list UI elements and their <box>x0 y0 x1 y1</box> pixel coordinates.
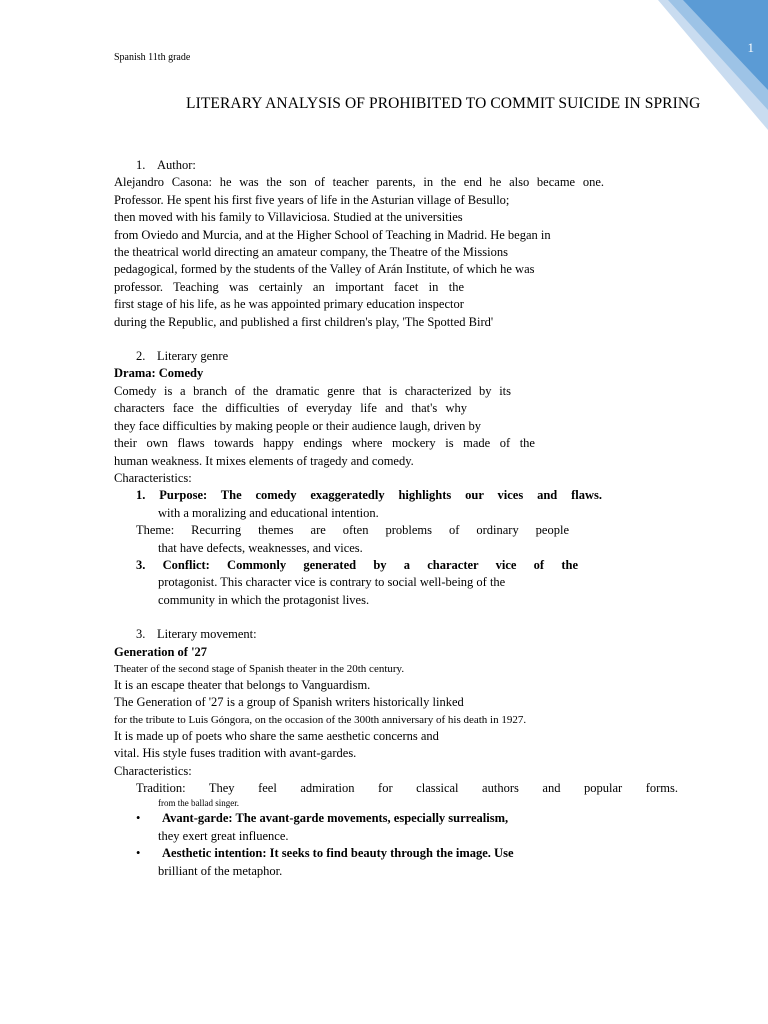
section-heading-movement <box>114 626 604 643</box>
section-title: Author: <box>157 158 196 172</box>
page-number: 1 <box>747 40 754 55</box>
section-title: Literary genre <box>157 349 229 364</box>
bullet-icon: • <box>136 846 141 861</box>
paragraph-line: It is made up of poets who share the same aesthetic concerns and <box>114 728 439 743</box>
section-subheading: Generation of '27 <box>114 644 208 659</box>
section-subheading: Drama: Comedy <box>114 366 204 381</box>
list-item-continuation: from the ballad singer. <box>158 798 239 809</box>
list-item-continuation: protagonist. This character vice is contrary to social well-being of the <box>158 575 506 590</box>
list-item-continuation: that have defects, weaknesses, and vices. <box>158 540 363 555</box>
section-number: 2. <box>136 349 146 364</box>
characteristics-label: Characteristics: <box>114 763 192 778</box>
list-item-continuation: community in which the protagonist lives. <box>158 592 370 607</box>
list-item-purpose: 1. Purpose: The comedy exaggeratedly highlights our vices and flaws. <box>136 488 602 503</box>
paragraph-line: characters face the difficulties of everyday life and that's why <box>114 401 467 416</box>
paragraph-line: from Oviedo and Murcia, and at the Higher School of Teaching in Madrid. He began in <box>114 227 551 242</box>
bullet-item-aesthetic <box>114 845 604 880</box>
section-heading-genre <box>114 348 604 365</box>
characteristics-label: Characteristics: <box>114 470 192 485</box>
bullet-lead: Aesthetic intention: It seeks to find beauty through the image. Use <box>162 846 514 861</box>
section-number: 3. <box>136 627 146 642</box>
bullet-continuation: brilliant of the metaphor. <box>158 863 283 878</box>
bullet-icon: • <box>136 811 141 826</box>
paragraph-line: Theater of the second stage of Spanish theater in the 20th century. <box>114 662 405 675</box>
paragraph-line: professor. Teaching was certainly an important facet in the <box>114 279 464 294</box>
paragraph-line: the theatrical world directing an amateur company, the Theatre of the Missions <box>114 245 508 260</box>
document-title: LITERARY ANALYSIS OF PROHIBITED TO COMMIT SUICIDE IN SPRING <box>186 95 701 112</box>
paragraph-line: during the Republic, and published a first children's play, 'The Spotted Bird' <box>114 314 494 329</box>
paragraph-line: human weakness. It mixes elements of tragedy and comedy. <box>114 453 414 468</box>
paragraph-line: their own flaws towards happy endings where mockery is made of the <box>114 436 535 451</box>
list-item-theme: Theme: Recurring themes are often problems of ordinary people <box>136 523 569 538</box>
paragraph-line: It is an escape theater that belongs to Vanguardism. <box>114 677 371 692</box>
paragraph-line: The Generation of '27 is a group of Spanish writers historically linked <box>114 695 464 710</box>
paragraph-line: first stage of his life, as he was appointed primary education inspector <box>114 297 464 312</box>
list-item-tradition: Tradition: They feel admiration for classical authors and popular forms. <box>136 781 678 795</box>
list-item-conflict: 3. Conflict: Commonly generated by a character vice of the <box>136 557 578 572</box>
section-heading-author <box>114 157 604 174</box>
bullet-lead: Avant-garde: The avant-garde movements, especially surrealism, <box>162 811 509 826</box>
header-label: Spanish 11th grade <box>114 52 191 63</box>
list-item-continuation: with a moralizing and educational intention. <box>158 505 379 520</box>
paragraph-line: pedagogical, formed by the students of the Valley of Arán Institute, of which he was <box>114 262 535 277</box>
paragraph-line: then moved with his family to Villaviciosa. Studied at the universities <box>114 210 463 225</box>
bullet-continuation: they exert great influence. <box>158 828 289 843</box>
paragraph-line: Comedy is a branch of the dramatic genre that is characterized by its <box>114 383 511 398</box>
bullet-item-avant-garde <box>114 810 604 845</box>
paragraph-line: they face difficulties by making people or their audience laugh, driven by <box>114 418 482 433</box>
document-body <box>114 157 678 880</box>
paragraph-line: for the tribute to Luis Góngora, on the occasion of the 300th anniversary of his death in 1927. <box>114 713 527 726</box>
paragraph-line: Professor. He spent his first five years of life in the Asturian village of Besullo; <box>114 192 510 207</box>
paragraph-line: Alejandro Casona: he was the son of teacher parents, in the end he also became one. <box>114 175 604 190</box>
section-title: Literary movement: <box>157 627 257 642</box>
paragraph-line: vital. His style fuses tradition with avant-gardes. <box>114 746 357 761</box>
section-number: 1. <box>136 158 146 172</box>
